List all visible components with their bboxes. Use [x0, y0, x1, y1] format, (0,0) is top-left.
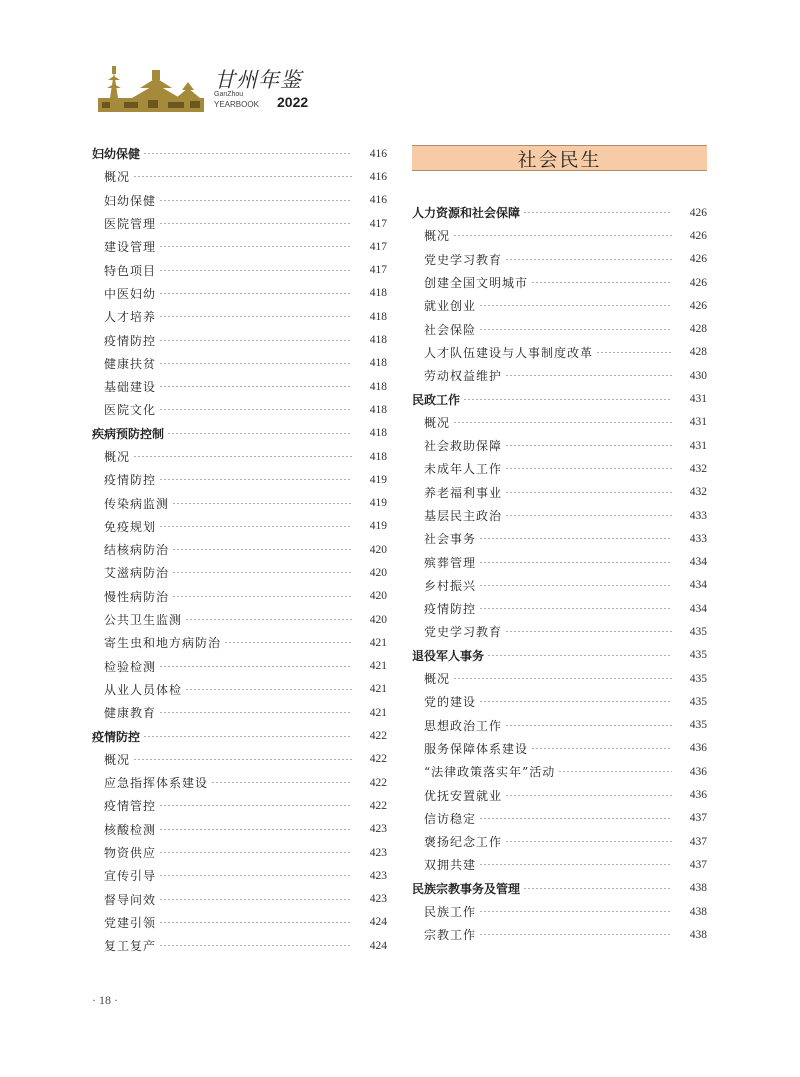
entry-label: 党史学习教育 [424, 625, 503, 640]
toc-entry[interactable] [412, 830, 707, 853]
entry-label: 概况 [104, 752, 131, 767]
entry-page: 428 [689, 346, 707, 359]
entry-page: 434 [689, 602, 707, 615]
toc-entry[interactable] [92, 445, 387, 468]
entry-page: 420 [369, 613, 387, 626]
entry-page: 435 [689, 672, 707, 685]
toc-entry[interactable] [412, 434, 707, 457]
dot-leader [159, 316, 352, 317]
entry-page: 419 [369, 473, 387, 486]
toc-entry[interactable] [92, 911, 387, 934]
toc-right-column [412, 142, 707, 947]
dot-leader [505, 631, 672, 632]
entry-page: 417 [369, 217, 387, 230]
entry-page: 426 [689, 299, 707, 312]
entry-page: 421 [369, 706, 387, 719]
entry-page: 422 [369, 799, 387, 812]
yearbook-name-en-2: YEARBOOK [214, 100, 259, 109]
dot-leader [143, 736, 352, 737]
section-page: 438 [689, 882, 707, 895]
entry-page: 423 [369, 893, 387, 906]
entry-page: 423 [369, 846, 387, 859]
toc-entry[interactable] [412, 294, 707, 317]
dot-leader [133, 759, 352, 760]
dot-leader [159, 829, 352, 830]
toc-entry[interactable] [92, 258, 387, 281]
entry-page: 426 [689, 253, 707, 266]
dot-leader [159, 875, 352, 876]
entry-page: 431 [689, 439, 707, 452]
toc-entry[interactable] [412, 248, 707, 271]
toc-entry[interactable] [92, 165, 387, 188]
toc-entry[interactable] [92, 515, 387, 538]
toc-entry[interactable] [92, 282, 387, 305]
entry-label: 疫情管控 [104, 799, 157, 814]
toc-entry[interactable] [412, 923, 707, 946]
entry-label: 特色项目 [104, 263, 157, 278]
entry-page: 438 [689, 928, 707, 941]
entry-page: 417 [369, 240, 387, 253]
entry-label: 乡村振兴 [424, 578, 477, 593]
dot-leader [505, 492, 672, 493]
entry-page: 436 [689, 765, 707, 778]
entry-label: 艾滋病防治 [104, 566, 170, 581]
dot-leader [167, 433, 352, 434]
toc-entry[interactable] [92, 771, 387, 794]
entry-label: 寄生虫和地方病防治 [104, 636, 222, 651]
toc-entry[interactable] [412, 457, 707, 480]
entry-label: 社会救助保障 [424, 439, 503, 454]
section-title: 妇幼保健 [92, 147, 141, 162]
entry-page: 434 [689, 556, 707, 569]
toc-entry[interactable] [412, 597, 707, 620]
toc-entry[interactable] [412, 317, 707, 340]
dot-leader [505, 841, 672, 842]
entry-page: 435 [689, 695, 707, 708]
toc-entry[interactable] [412, 760, 707, 783]
entry-page: 433 [689, 532, 707, 545]
entry-label: 人才队伍建设与人事制度改革 [424, 345, 594, 360]
toc-entry[interactable] [92, 468, 387, 491]
toc-entry[interactable] [92, 678, 387, 701]
toc-entry[interactable] [412, 667, 707, 690]
toc-entry[interactable] [412, 364, 707, 387]
entry-page: 421 [369, 636, 387, 649]
entry-page: 421 [369, 683, 387, 696]
section-page: 431 [689, 393, 707, 406]
entry-label: 基础建设 [104, 380, 157, 395]
toc-entry[interactable] [92, 841, 387, 864]
entry-label: 健康扶贫 [104, 356, 157, 371]
section-title: 疫情防控 [92, 729, 141, 744]
dot-leader [479, 934, 672, 935]
section-title: 退役军人事务 [412, 648, 485, 663]
entry-label: 从业人员体检 [104, 682, 183, 697]
toc-entry[interactable] [92, 748, 387, 771]
toc-entry[interactable] [92, 398, 387, 421]
entry-label: 疫情防控 [104, 473, 157, 488]
entry-page: 423 [369, 823, 387, 836]
toc-entry[interactable] [92, 491, 387, 514]
dot-leader [479, 585, 672, 586]
dot-leader [172, 596, 352, 597]
section-page: 422 [369, 730, 387, 743]
dot-leader [185, 689, 352, 690]
section-title: 疾病预防控制 [92, 426, 165, 441]
entry-label: 中医妇幼 [104, 286, 157, 301]
entry-page: 424 [369, 916, 387, 929]
toc-section-heading[interactable] [412, 644, 707, 667]
entry-page: 420 [369, 543, 387, 556]
toc-entry[interactable] [92, 818, 387, 841]
dot-leader [159, 246, 352, 247]
dot-leader [133, 456, 352, 457]
entry-label: 免疫规划 [104, 519, 157, 534]
dot-leader [172, 572, 352, 573]
entry-page: 421 [369, 660, 387, 673]
category-banner: 社会民生 [412, 145, 707, 171]
entry-label: 就业创业 [424, 299, 477, 314]
entry-page: 418 [369, 450, 387, 463]
toc-entry[interactable] [412, 807, 707, 830]
dot-leader [505, 795, 672, 796]
entry-page: 418 [369, 287, 387, 300]
dot-leader [453, 678, 672, 679]
entry-label: 妇幼保健 [104, 193, 157, 208]
entry-label: “法律政策落实年”活动 [424, 765, 556, 780]
dot-leader [185, 619, 352, 620]
dot-leader [159, 922, 352, 923]
entry-page: 418 [369, 380, 387, 393]
entry-page: 438 [689, 905, 707, 918]
toc-entry[interactable] [92, 655, 387, 678]
toc-entry[interactable] [92, 888, 387, 911]
section-title: 民政工作 [412, 392, 461, 407]
entry-label: 物资供应 [104, 846, 157, 861]
entry-page: 418 [369, 357, 387, 370]
dot-leader [453, 235, 672, 236]
yearbook-name-en-1: GanZhou [214, 91, 244, 98]
entry-label: 基层民主政治 [424, 509, 503, 523]
dot-leader [479, 818, 672, 819]
toc-entry[interactable] [412, 620, 707, 643]
toc-entry[interactable] [92, 538, 387, 561]
dot-leader [505, 515, 672, 516]
entry-page: 431 [689, 416, 707, 429]
toc-section-heading[interactable] [412, 877, 707, 900]
entry-label: 医院管理 [104, 217, 157, 232]
dot-leader [159, 852, 352, 853]
section-page: 416 [369, 147, 387, 160]
entry-page: 417 [369, 264, 387, 277]
dot-leader [558, 771, 672, 772]
section-title: 民族宗教事务及管理 [412, 881, 521, 896]
dot-leader [596, 352, 672, 353]
entry-page: 422 [369, 753, 387, 766]
dot-leader [479, 701, 672, 702]
dot-leader [159, 270, 352, 271]
toc-entry[interactable] [412, 853, 707, 876]
entry-page: 419 [369, 497, 387, 510]
entry-label: 概况 [424, 229, 451, 244]
entry-label: 医院文化 [104, 403, 157, 418]
entry-page: 432 [689, 462, 707, 475]
toc-left-column [92, 142, 387, 957]
dot-leader [505, 725, 672, 726]
dot-leader [143, 153, 352, 154]
entry-label: 党史学习教育 [424, 252, 503, 267]
toc-entry[interactable] [412, 574, 707, 597]
toc-section-heading[interactable] [92, 724, 387, 747]
toc-entry[interactable] [92, 864, 387, 887]
toc-entry[interactable] [92, 701, 387, 724]
entry-label: 社会保险 [424, 322, 477, 337]
entry-page: 418 [369, 310, 387, 323]
entry-label: 民族工作 [424, 905, 477, 920]
entry-label: 优抚安置就业 [424, 788, 503, 803]
entry-label: 公共卫生监测 [104, 613, 183, 628]
toc-entry[interactable] [412, 714, 707, 737]
toc-entry[interactable] [412, 527, 707, 550]
entry-label: 建设管理 [104, 240, 157, 255]
toc-section-heading[interactable] [92, 422, 387, 445]
dot-leader [133, 176, 352, 177]
dot-leader [505, 468, 672, 469]
dot-leader [505, 445, 672, 446]
entry-label: 党建引领 [104, 915, 157, 930]
toc-entry[interactable] [412, 271, 707, 294]
entry-label: 养老福利事业 [424, 485, 503, 500]
entry-page: 419 [369, 520, 387, 533]
entry-label: 创建全国文明城市 [424, 276, 529, 291]
entry-label: 褒扬纪念工作 [424, 835, 503, 850]
toc-entry[interactable] [412, 900, 707, 923]
entry-page: 416 [369, 194, 387, 207]
entry-page: 430 [689, 369, 707, 382]
dot-leader [523, 212, 672, 213]
toc-entry[interactable] [412, 550, 707, 573]
dot-leader [479, 538, 672, 539]
dot-leader [224, 642, 352, 643]
toc-entry[interactable] [412, 504, 707, 527]
entry-label: 概况 [424, 672, 451, 687]
entry-label: 复工复产 [104, 939, 157, 954]
dot-leader [531, 748, 672, 749]
entry-page: 426 [689, 229, 707, 242]
entry-label: 应急指挥体系建设 [104, 776, 209, 791]
entry-label: 概况 [424, 415, 451, 430]
toc-entry[interactable] [412, 411, 707, 434]
entry-label: 未成年人工作 [424, 462, 503, 477]
toc-entry[interactable] [412, 341, 707, 364]
toc-entry[interactable] [412, 224, 707, 247]
entry-page: 426 [689, 276, 707, 289]
entry-label: 宗教工作 [424, 928, 477, 943]
section-page: 426 [689, 206, 707, 219]
entry-page: 434 [689, 579, 707, 592]
dot-leader [463, 399, 672, 400]
section-page: 435 [689, 649, 707, 662]
entry-page: 437 [689, 835, 707, 848]
dot-leader [159, 340, 352, 341]
toc-entry[interactable] [92, 934, 387, 957]
toc-section-heading[interactable] [412, 201, 707, 224]
entry-label: 服务保障体系建设 [424, 741, 529, 756]
entry-label: 信访稳定 [424, 811, 477, 826]
dot-leader [487, 655, 672, 656]
dot-leader [479, 305, 672, 306]
dot-leader [159, 899, 352, 900]
dot-leader [159, 712, 352, 713]
entry-page: 418 [369, 403, 387, 416]
dot-leader [172, 503, 352, 504]
dot-leader [159, 479, 352, 480]
entry-label: 慢性病防治 [104, 589, 170, 604]
entry-label: 殡葬管理 [424, 555, 477, 570]
dot-leader [479, 608, 672, 609]
dot-leader [159, 363, 352, 364]
entry-page: 435 [689, 719, 707, 732]
dot-leader [172, 549, 352, 550]
dot-leader [159, 200, 352, 201]
toc-entry[interactable] [92, 375, 387, 398]
toc-entry[interactable] [92, 328, 387, 351]
toc-entry[interactable] [412, 690, 707, 713]
dot-leader [479, 911, 672, 912]
dot-leader [159, 666, 352, 667]
dot-leader [159, 293, 352, 294]
toc-entry[interactable] [92, 352, 387, 375]
entry-page: 433 [689, 509, 707, 522]
dot-leader [479, 562, 672, 563]
entry-label: 检验检测 [104, 659, 157, 674]
dot-leader [159, 526, 352, 527]
entry-label: 督导问效 [104, 892, 157, 907]
yearbook-title-cn: 甘州年鉴 [214, 68, 302, 92]
toc-entry[interactable] [92, 561, 387, 584]
toc-entry[interactable] [92, 608, 387, 631]
toc-entry[interactable] [92, 212, 387, 235]
entry-page: 422 [369, 776, 387, 789]
entry-label: 疫情防控 [104, 333, 157, 348]
dot-leader [159, 945, 352, 946]
dot-leader [159, 223, 352, 224]
toc-entry[interactable] [92, 235, 387, 258]
pagoda-logo-icon [96, 58, 206, 114]
dot-leader [531, 282, 672, 283]
dot-leader [159, 386, 352, 387]
entry-page: 435 [689, 625, 707, 638]
entry-label: 劳动权益维护 [424, 369, 503, 384]
entry-page: 437 [689, 858, 707, 871]
toc-entry[interactable] [92, 631, 387, 654]
entry-label: 结核病防治 [104, 543, 170, 558]
dot-leader [159, 409, 352, 410]
dot-leader [505, 375, 672, 376]
entry-page: 420 [369, 566, 387, 579]
entry-page: 424 [369, 939, 387, 952]
entry-label: 社会事务 [424, 532, 477, 547]
toc-section-heading[interactable] [412, 387, 707, 410]
entry-page: 418 [369, 334, 387, 347]
entry-label: 疫情防控 [424, 602, 477, 617]
entry-page: 423 [369, 869, 387, 882]
toc-entry[interactable] [92, 585, 387, 608]
dot-leader [453, 422, 672, 423]
entry-label: 双拥共建 [424, 858, 477, 873]
yearbook-year: 2022 [277, 94, 309, 110]
dot-leader [159, 805, 352, 806]
entry-label: 核酸检测 [104, 822, 157, 837]
toc-entry[interactable] [412, 481, 707, 504]
dot-leader [523, 888, 672, 889]
dot-leader [479, 864, 672, 865]
yearbook-header [96, 58, 336, 114]
entry-label: 概况 [104, 170, 131, 185]
toc-right-list [412, 201, 707, 947]
dot-leader [479, 329, 672, 330]
dot-leader [211, 782, 352, 783]
entry-page: 436 [689, 789, 707, 802]
toc-entry[interactable] [92, 794, 387, 817]
entry-page: 436 [689, 742, 707, 755]
toc-entry[interactable] [92, 189, 387, 212]
toc-section-heading[interactable] [92, 142, 387, 165]
entry-label: 人才培养 [104, 310, 157, 325]
page-number: · 18 · [92, 993, 118, 1007]
entry-label: 健康教育 [104, 706, 157, 721]
toc-entry[interactable] [412, 783, 707, 806]
section-title: 人力资源和社会保障 [412, 206, 521, 221]
entry-page: 428 [689, 323, 707, 336]
toc-entry[interactable] [412, 737, 707, 760]
entry-page: 432 [689, 486, 707, 499]
entry-label: 党的建设 [424, 695, 477, 710]
entry-label: 思想政治工作 [424, 718, 503, 733]
section-page: 418 [369, 427, 387, 440]
entry-label: 传染病监测 [104, 496, 170, 511]
entry-label: 概况 [104, 450, 131, 464]
dot-leader [505, 259, 672, 260]
entry-page: 420 [369, 590, 387, 603]
toc-entry[interactable] [92, 305, 387, 328]
entry-label: 宣传引导 [104, 869, 157, 884]
entry-page: 416 [369, 170, 387, 183]
entry-page: 437 [689, 812, 707, 825]
